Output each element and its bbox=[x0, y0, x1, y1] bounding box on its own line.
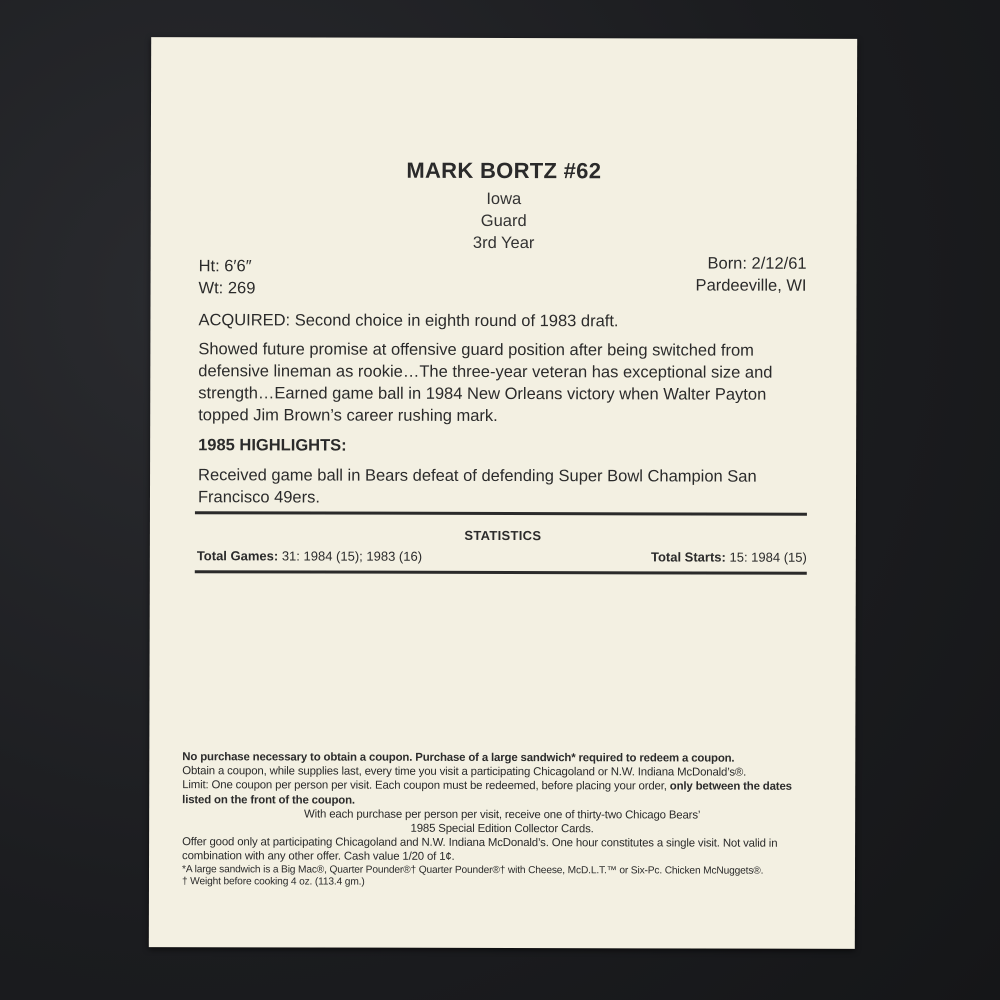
player-year: 3rd Year bbox=[472, 233, 535, 253]
fine-print bbox=[182, 750, 822, 890]
fine-print-line3-bold: only between the dates listed on the front of the coupon. bbox=[182, 780, 792, 807]
trading-card-back bbox=[149, 37, 857, 949]
bio-paragraph: Showed future promise at offensive guard position after being switched from defensive lineman as rookie…The three-year veteran has exceptional size and strength…Earned game ball in 1984 New Orleans victory when Walter Payton topped Jim Brown’s career rushing mark. bbox=[198, 340, 773, 425]
birth-info bbox=[696, 253, 807, 297]
highlights-title: 1985 HIGHLIGHTS: bbox=[198, 436, 347, 455]
player-name: MARK BORTZ #62 bbox=[406, 157, 602, 184]
total-games bbox=[197, 548, 422, 564]
fine-print-line3 bbox=[182, 779, 822, 809]
player-position: Guard bbox=[480, 211, 527, 231]
total-starts bbox=[651, 549, 807, 564]
fine-print-footnote2: † Weight before cooking 4 oz. (113.4 gm.) bbox=[181, 876, 365, 888]
fine-print-center1: With each purchase per person per visit, receive one of thirty-two Chicago Bears’ bbox=[304, 808, 701, 822]
total-games-value: 31: 1984 (15); 1983 (16) bbox=[278, 548, 423, 564]
fine-print-line2: Obtain a coupon, while supplies last, every time you visit a participating Chicagoland or N.W. Indiana McDonald’s®. bbox=[182, 765, 747, 779]
acquired-text: ACQUIRED: Second choice in eighth round of 1983 draft. bbox=[198, 311, 619, 331]
stats-bottom-rule bbox=[195, 570, 807, 575]
fine-print-center2: 1985 Special Edition Collector Cards. bbox=[410, 822, 594, 836]
total-games-label: Total Games: bbox=[196, 548, 279, 564]
physical-stats bbox=[199, 255, 256, 299]
fine-print-line1: No purchase necessary to obtain a coupon. Purchase of a large sandwich* required to redeem a coupon. bbox=[182, 751, 735, 765]
player-height: Ht: 6′6″ bbox=[198, 257, 252, 276]
highlights-text: Received game ball in Bears defeat of defending Super Bowl Champion San Francisco 49ers. bbox=[197, 466, 757, 507]
player-weight: Wt: 269 bbox=[198, 279, 256, 298]
total-starts-label: Total Starts: bbox=[650, 549, 726, 565]
player-hometown: Pardeeville, WI bbox=[695, 276, 807, 295]
fine-print-offer: Offer good only at participating Chicagoland and N.W. Indiana McDonald’s. One hour constitutes a single visit. Not valid in combination with any other offer. Cash value 1/20 of 1¢. bbox=[182, 836, 778, 864]
player-school: Iowa bbox=[486, 189, 522, 209]
player-header bbox=[151, 157, 857, 255]
stats-title: STATISTICS bbox=[464, 527, 542, 544]
stats-row bbox=[195, 548, 807, 565]
fine-print-line3-text: Limit: One coupon per person per visit. Each coupon must be redeemed, before placing your order, bbox=[182, 779, 667, 793]
total-starts-value: 15: 1984 (15) bbox=[725, 549, 807, 565]
player-born: Born: 2/12/61 bbox=[707, 254, 807, 273]
bio-section bbox=[198, 309, 811, 518]
fine-print-footnote1: *A large sandwich is a Big Mac®, Quarter Pounder®† Quarter Pounder®† with Cheese, McD.L.T.™ or Six-Pc. Chicken McNuggets®. bbox=[181, 863, 764, 877]
